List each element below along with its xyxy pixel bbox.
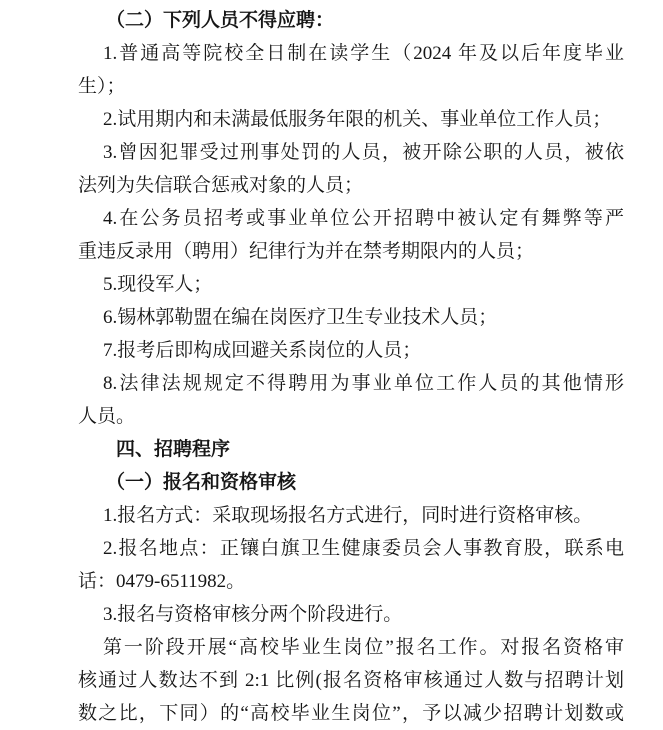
section-heading-not-eligible — [78, 4, 624, 37]
text-line: 法列为失信联合惩戒对象的人员； — [78, 175, 364, 196]
text-line: 数之比，下同）的“高校毕业生岗位”，予以减少招聘计划数或 — [78, 703, 624, 724]
text-line: 4.在公务员招考或事业单位公开招聘中被认定有舞弊等严 — [103, 208, 624, 229]
text-line: 3.报名与资格审核分两个阶段进行。 — [103, 604, 403, 625]
paragraph-item-1 — [78, 37, 624, 103]
text-line: 1.普通高等院校全日制在读学生（2024 年及以后年度毕业 — [103, 43, 624, 64]
paragraph-registration-location — [78, 532, 624, 598]
heading-text: （一）报名和资格审核 — [106, 472, 297, 493]
heading-text: （二）下列人员不得应聘： — [106, 10, 335, 31]
paragraph-item-7 — [78, 334, 624, 367]
text-line: 核通过人数达不到 2:1 比例(报名资格审核通过人数与招聘计划 — [78, 670, 624, 691]
section-heading-registration-review — [78, 466, 624, 499]
heading-text: 四、招聘程序 — [116, 439, 231, 460]
text-line: 话：0479-6511982。 — [78, 571, 246, 592]
text-line: 生）； — [78, 76, 126, 97]
text-line: 2.报名地点：正镶白旗卫生健康委员会人事教育股，联系电 — [103, 538, 624, 559]
paragraph-item-5 — [78, 268, 624, 301]
paragraph-item-3 — [78, 136, 624, 202]
text-line: 3.曾因犯罪受过刑事处罚的人员，被开除公职的人员，被依 — [103, 142, 624, 163]
paragraph-item-2 — [78, 103, 624, 136]
paragraph-registration-method — [78, 499, 624, 532]
text-line: 重违反录用（聘用）纪律行为并在禁考期限内的人员； — [78, 241, 535, 262]
paragraph-item-4 — [78, 202, 624, 268]
text-line: 2.试用期内和未满最低服务年限的机关、事业单位工作人员； — [103, 109, 612, 130]
paragraph-first-stage — [78, 631, 624, 730]
text-line: 人员。 — [78, 406, 136, 427]
text-line: 1.报名方式：采取现场报名方式进行，同时进行资格审核。 — [103, 505, 593, 526]
text-line: 5.现役军人； — [103, 274, 213, 295]
paragraph-registration-stages — [78, 598, 624, 631]
text-line: 8.法律法规规定不得聘用为事业单位工作人员的其他情形 — [103, 373, 624, 394]
text-line: 6.锡林郭勒盟在编在岗医疗卫生专业技术人员； — [103, 307, 498, 328]
text-line: 7.报考后即构成回避关系岗位的人员； — [103, 340, 422, 361]
chapter-heading-recruitment-procedure — [78, 433, 624, 466]
text-line: 第一阶段开展“高校毕业生岗位”报名工作。对报名资格审 — [103, 637, 624, 658]
paragraph-item-6 — [78, 301, 624, 334]
paragraph-item-8 — [78, 367, 624, 433]
